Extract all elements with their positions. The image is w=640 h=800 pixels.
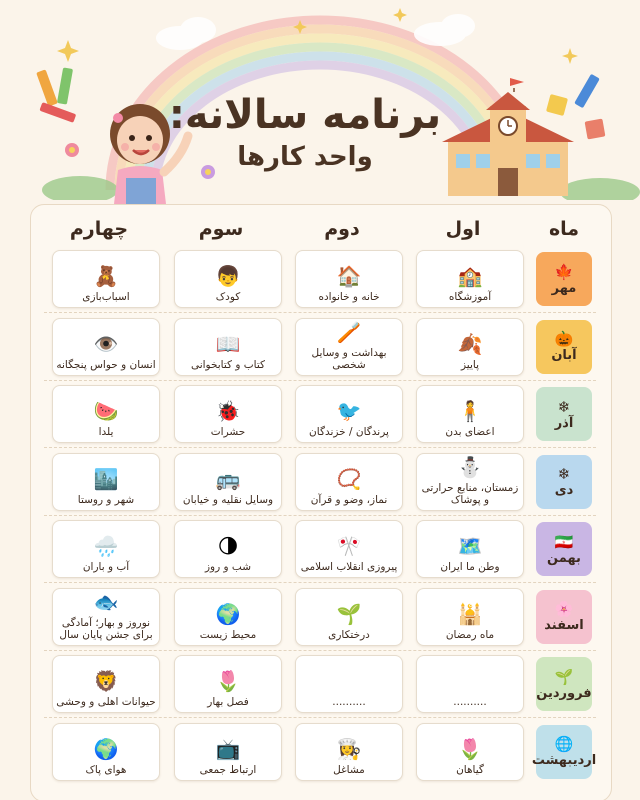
row-divider	[44, 380, 596, 381]
topic-illustration-icon: 🎌	[336, 534, 362, 558]
topic-label: شهر و روستا	[77, 493, 135, 506]
month-name: اردیبهشت	[531, 753, 597, 768]
month-label-7	[531, 725, 597, 779]
month-label-6	[536, 657, 592, 711]
topic-cell-third	[174, 250, 282, 308]
topic-illustration-icon: 👩‍🍳	[336, 736, 362, 761]
topic-illustration-icon: 📿	[336, 466, 362, 491]
globe-icon: 🌐	[554, 735, 574, 753]
topic-cell-second	[295, 520, 403, 578]
topic-label: هوای پاک	[85, 763, 127, 776]
topic-label: وطن ما ایران	[440, 561, 500, 573]
topic-illustration-icon: ⛄	[457, 454, 483, 479]
row-divider	[44, 650, 596, 651]
topic-cell-first	[416, 655, 524, 713]
topic-illustration-icon: 🗺️	[457, 534, 483, 558]
flower-icon: 🌸	[554, 600, 574, 618]
row-divider	[44, 582, 596, 583]
topic-cell-third	[174, 385, 282, 443]
month-name: مهر	[551, 280, 577, 296]
topic-label: خانه و خانواده	[318, 291, 380, 303]
topic-label: آموزشگاه	[448, 291, 492, 303]
topic-label: اعضای بدن	[445, 426, 495, 438]
topic-illustration-icon: 🌱	[336, 601, 362, 626]
topic-label: کتاب و کتابخوانی	[190, 358, 266, 371]
topic-illustration-icon: 🌍	[93, 736, 119, 761]
topic-label: ..........	[453, 696, 487, 708]
topic-illustration-icon: 🌷	[215, 669, 241, 693]
month-name: بهمن	[547, 550, 581, 566]
topic-label: اسباب‌بازی	[82, 291, 130, 303]
topic-cell-first	[416, 318, 524, 376]
month-name: آبان	[551, 348, 577, 363]
topic-label: یلدا	[98, 426, 114, 438]
topic-label: درختکاری	[328, 628, 370, 641]
topic-cell-third	[174, 318, 282, 376]
maple-leaf-icon: 🍁	[554, 262, 574, 281]
topic-cell-fourth	[52, 318, 160, 376]
topic-label: پیروزی انقلاب اسلامی	[300, 561, 398, 573]
topic-illustration-icon: 👦	[215, 264, 241, 288]
topic-cell-second	[295, 655, 403, 713]
iran-flag-icon: 🇮🇷	[554, 532, 574, 551]
topic-cell-second	[295, 588, 403, 646]
topic-label: زمستان، منابع حرارتی و پوشاک	[421, 481, 519, 506]
topic-label: حشرات	[210, 426, 246, 438]
topic-cell-first	[416, 385, 524, 443]
header-third: سوم	[198, 218, 244, 240]
topic-illustration-icon: 🐞	[215, 399, 241, 423]
title-block	[150, 92, 460, 174]
topic-illustration-icon: 👁️	[93, 331, 119, 356]
topic-illustration-icon: 🕌	[457, 601, 483, 626]
topic-cell-third	[174, 655, 282, 713]
month-name: اسفند	[544, 618, 584, 633]
row-divider	[44, 515, 596, 516]
topic-illustration-icon: 🌷	[457, 736, 483, 761]
school-flag-icon	[510, 78, 526, 92]
topic-illustration-icon: 🧸	[93, 264, 119, 288]
header-month: ماه	[548, 218, 580, 240]
topic-illustration-icon: 🦁	[93, 669, 119, 693]
topic-cell-second	[295, 723, 403, 781]
snowflake-icon: ❄	[557, 465, 571, 483]
month-name: دی	[554, 483, 574, 498]
topic-illustration-icon: 🌍	[215, 601, 241, 626]
topic-label: ..........	[332, 696, 366, 708]
topic-label: انسان و حواس پنجگانه	[56, 358, 156, 371]
topic-cell-third	[174, 520, 282, 578]
page-title: برنامه سالانه:	[168, 92, 442, 138]
topic-cell-second	[295, 318, 403, 376]
topic-illustration-icon: 🌧️	[93, 534, 119, 558]
month-name: آذر	[554, 415, 574, 431]
topic-cell-third	[174, 588, 282, 646]
month-label-1	[536, 320, 592, 374]
topic-cell-fourth	[52, 250, 160, 308]
topic-label: حیوانات اهلی و وحشی	[56, 696, 156, 708]
topic-illustration-icon: 🪥	[336, 319, 362, 344]
topic-cell-first	[416, 588, 524, 646]
topic-cell-third	[174, 453, 282, 511]
month-label-3	[536, 455, 592, 509]
topic-cell-fourth	[52, 453, 160, 511]
topic-cell-first	[416, 723, 524, 781]
topic-label: شب و روز	[204, 561, 252, 573]
topic-illustration-icon: 📖	[215, 331, 241, 356]
topic-label: ارتباط جمعی	[199, 763, 257, 776]
row-divider	[44, 447, 596, 448]
topic-cell-fourth	[52, 385, 160, 443]
pumpkin-icon: 🎃	[554, 330, 574, 348]
topic-label: مشاغل	[333, 763, 365, 776]
month-label-4	[536, 522, 592, 576]
page-subtitle: واحد کارها	[237, 142, 373, 172]
topic-illustration-icon: 🏙️	[93, 466, 119, 491]
month-label-5	[536, 590, 592, 644]
topic-label: نماز، وضو و قرآن	[310, 493, 388, 506]
topic-illustration-icon: 🚌	[215, 466, 241, 491]
topic-cell-first	[416, 250, 524, 308]
topic-label: ماه رمضان	[445, 628, 495, 641]
snowflake-icon: ❄	[557, 397, 571, 416]
topic-illustration-icon: 🐟	[93, 589, 119, 614]
topic-label: محیط زیست	[199, 628, 257, 641]
topic-label: نوروز و بهار؛ آمادگی برای جشن پایان سال	[59, 616, 153, 641]
topic-cell-second	[295, 385, 403, 443]
topic-cell-fourth	[52, 655, 160, 713]
topic-illustration-icon: 🐦	[336, 399, 362, 423]
header-fourth: چهارم	[69, 218, 129, 240]
topic-label: آب و باران	[82, 561, 130, 573]
topic-label: پرندگان / خزندگان	[309, 426, 389, 438]
topic-label: کودک	[215, 291, 241, 303]
topic-label: فصل بهار	[207, 696, 249, 708]
topic-cell-second	[295, 250, 403, 308]
topic-illustration-icon: 📺	[215, 736, 241, 761]
header-first: اول	[445, 218, 481, 240]
topic-cell-second	[295, 453, 403, 511]
topic-illustration-icon: 🍉	[93, 399, 119, 423]
month-name: فروردین	[536, 685, 592, 701]
topic-cell-first	[416, 520, 524, 578]
topic-illustration-icon: 🍂	[457, 331, 483, 356]
month-label-2	[536, 387, 592, 441]
topic-cell-third	[174, 723, 282, 781]
topic-label: گیاهان	[456, 763, 484, 776]
topic-cell-fourth	[52, 520, 160, 578]
month-label-0	[536, 252, 592, 306]
topic-cell-fourth	[52, 588, 160, 646]
topic-cell-fourth	[52, 723, 160, 781]
topic-label: وسایل نقلیه و خیابان	[182, 493, 274, 506]
topic-illustration-icon: 🏫	[457, 264, 483, 288]
topic-cell-first	[416, 453, 524, 511]
header-second: دوم	[324, 218, 360, 240]
row-divider	[44, 717, 596, 718]
row-divider	[44, 312, 596, 313]
sprout-icon: 🌱	[554, 667, 574, 686]
topic-label: بهداشت و وسایل شخصی	[311, 346, 387, 371]
topic-label: پاییز	[460, 358, 479, 371]
topic-illustration-icon: 🏠	[336, 264, 362, 288]
topic-illustration-icon: 🌗	[217, 534, 239, 558]
topic-illustration-icon: 🧍	[457, 399, 483, 423]
